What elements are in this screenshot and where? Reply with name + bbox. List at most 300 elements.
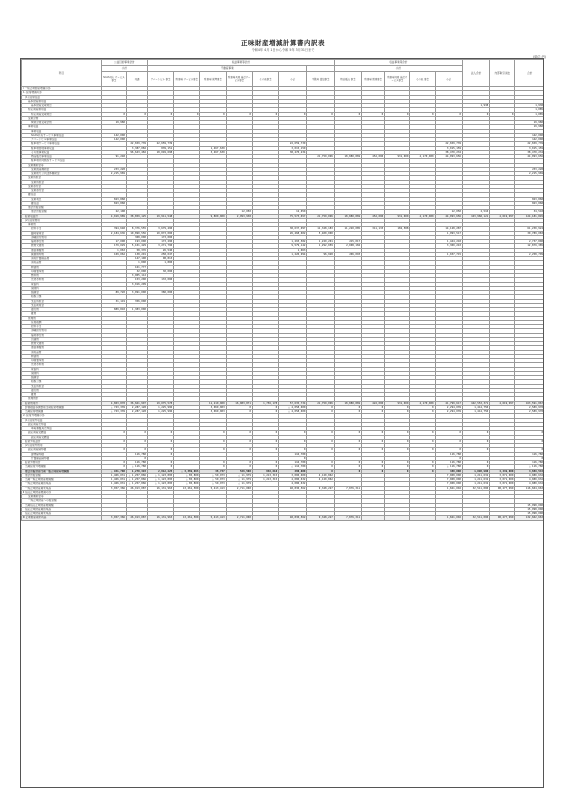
row-label: 受取国庫補助金: [22, 167, 102, 171]
row-value: 0: [515, 431, 544, 435]
row-value: 480,000: [435, 469, 462, 473]
row-value: 1,466,031: [101, 482, 126, 486]
row-label: 固定資産売却益: [22, 422, 102, 426]
row-value: 19,980: [515, 125, 544, 129]
row-value: 0: [279, 448, 307, 452]
row-value: 21,759,096: [307, 401, 334, 405]
row-value: 13,261,580: [174, 486, 200, 490]
row-label: 当期経常外増減額: [22, 465, 102, 469]
row-value: 1,467,630: [200, 146, 226, 150]
row-value: 308,000: [126, 235, 147, 239]
row-value: 0: [515, 448, 544, 452]
row-value: 4,170,000: [410, 214, 435, 218]
row-label: 保険料: [22, 286, 102, 290]
row-value: 116,780: [515, 461, 544, 465]
group-profit: 収益事業等会計: [147, 60, 334, 66]
row-value: 0: [462, 112, 489, 116]
col-header-12: 駐車場共同 施設サービス事業: [385, 72, 410, 87]
row-value: 4,120,862: [307, 478, 334, 482]
row-value: 0: [126, 448, 147, 452]
statement-sheet: [20, 58, 544, 788]
row-value: 142,000: [515, 138, 544, 142]
row-value: 1,225,996: [147, 410, 173, 414]
row-value: 0: [362, 465, 385, 469]
row-value: 258,047: [147, 252, 173, 256]
row-value: 38,470,234: [279, 150, 307, 154]
row-label: 駐車場管理事業収益: [22, 146, 102, 150]
row-value: 57,635,734: [279, 401, 307, 405]
row-value: 0: [385, 465, 410, 469]
row-label: 受取寄付金: [22, 184, 102, 188]
row-value: 1,211,632: [462, 473, 489, 477]
row-value: 15,998,000: [515, 507, 544, 511]
row-value: 380,000: [147, 291, 173, 295]
row-value: 3,069,003: [200, 410, 226, 414]
row-value: 5,400,000: [307, 231, 334, 235]
row-value: 116,780: [126, 452, 147, 456]
row-label: 受取負担金: [22, 180, 102, 184]
row-label: 受取負担金: [22, 176, 102, 180]
row-label: 経常外収益計: [22, 439, 102, 443]
row-label: 通信運搬費: [22, 346, 102, 350]
row-value: 1,444,218: [435, 240, 462, 244]
row-value: 116,780: [279, 461, 307, 465]
row-value: 1,292,059: [307, 244, 334, 248]
row-label: 一般正味財産への振替額: [22, 499, 102, 503]
row-value: 0: [279, 456, 307, 460]
row-value: 10,873,000: [147, 231, 173, 235]
row-value: 153,200: [126, 278, 147, 282]
row-value: 116,780: [126, 461, 147, 465]
row-value: 0: [410, 405, 435, 409]
row-value: 0: [362, 431, 385, 435]
row-value: 1,270,393: [126, 469, 147, 473]
row-value: 116,780: [435, 452, 462, 456]
row-label: 委託費: [22, 388, 102, 392]
row-value: 116,780: [515, 452, 544, 456]
group-public: 公益目的事業会計: [101, 60, 147, 66]
row-value: 0: [410, 469, 435, 473]
row-value: △ 11,979: [226, 478, 252, 482]
row-value: 0: [307, 410, 334, 414]
row-label: 租税公課: [22, 380, 102, 384]
row-value: 0: [410, 448, 435, 452]
row-label: 通信運搬費: [22, 248, 102, 252]
row-value: 0: [435, 448, 462, 452]
row-label: 他会計振替額: [22, 473, 102, 477]
row-value: 4,080,632: [279, 482, 307, 486]
row-value: 17,098: [101, 240, 126, 244]
row-label: 支払負担金: [22, 299, 102, 303]
row-value: 116,780: [279, 452, 307, 456]
row-value: 1,293,582: [279, 240, 307, 244]
col-total: 合計: [515, 60, 544, 87]
table-header: [22, 60, 545, 87]
row-value: 18,880,869: [334, 155, 361, 159]
row-value: 7,008,000: [435, 482, 462, 486]
row-label: 建物除却損: [22, 452, 102, 456]
page-subtitle: 令和4年 4月 1日から令和 5年 3月31日まで: [251, 48, 315, 52]
row-value: 0: [435, 431, 462, 435]
row-value: 1,211,632: [462, 478, 489, 482]
col-header-13: その他 事業: [410, 72, 435, 87]
row-value: 21,759,096: [307, 155, 334, 159]
row-value: [252, 516, 278, 520]
col-header-9: 不動産 賃貸事業: [307, 72, 334, 87]
row-label: 固定資産除却損: [22, 448, 102, 452]
row-value: △ 743,339: [101, 410, 126, 414]
row-value: 3,467,630: [200, 150, 226, 154]
row-value: △ 3,389,063: [174, 469, 200, 473]
row-value: 0: [462, 431, 489, 435]
row-value: 0: [462, 439, 489, 443]
row-value: △ 1,257,866: [126, 482, 147, 486]
row-value: 546,500: [226, 469, 252, 473]
row-value: 823,868: [101, 201, 126, 205]
row-value: 173,000: [147, 235, 173, 239]
row-value: 163,591,867: [515, 401, 544, 405]
row-value: 14,128,287: [435, 227, 462, 231]
row-value: 4,080,632: [515, 482, 544, 486]
row-label: 給料手当: [22, 227, 102, 231]
row-value: 0: [307, 465, 334, 469]
row-label: 経常費用計: [22, 401, 102, 405]
row-value: 0: [307, 439, 334, 443]
row-value: 1,220,994: [279, 252, 307, 256]
row-value: 0: [385, 431, 410, 435]
col-header-11: 駐車場 関連事業: [362, 72, 385, 87]
row-value: 0: [334, 410, 361, 414]
row-label: 支払負担金: [22, 384, 102, 388]
row-value: 1,229,201: [307, 240, 334, 244]
row-value: 26,913,087: [126, 486, 147, 490]
col-header-7: その他事業: [252, 72, 278, 87]
row-value: 2,258,709: [515, 252, 544, 256]
row-value: 18,880,869: [334, 214, 361, 218]
row-value: 21,759,096: [307, 214, 334, 218]
row-value: 1,098,900: [462, 469, 489, 473]
row-value: 1,414,750: [462, 405, 489, 409]
row-label: Ⅰ 一般正味財産増減の部: [22, 87, 102, 91]
col-header-14: 小計: [435, 72, 462, 87]
row-label: 受取地方公共団体補助金: [22, 172, 102, 176]
row-value: 44,093,656: [435, 155, 462, 159]
row-value: 142,000: [515, 133, 544, 137]
row-label: 賃借料: [22, 282, 102, 286]
row-label: 退職給付費用: [22, 329, 102, 333]
row-value: 931,000: [385, 155, 410, 159]
row-label: 雑収益: [22, 193, 102, 197]
row-value: 0: [226, 112, 252, 116]
row-value: 5,413,413: [200, 486, 226, 490]
row-value: 4,019,989: [101, 214, 126, 218]
row-value: 0: [410, 465, 435, 469]
row-value: 7,008,000: [435, 473, 462, 477]
row-value: 116,604,663: [515, 486, 544, 490]
row-label: 管理費計: [22, 397, 102, 401]
row-value: 4,619,997: [490, 401, 515, 405]
row-value: 2,008,184: [334, 244, 361, 248]
row-value: 0: [101, 448, 126, 452]
row-value: 0: [126, 112, 147, 116]
row-value: △ 50,973: [200, 473, 226, 477]
row-value: 1,063: [101, 248, 126, 252]
row-value: 2,589,978: [515, 405, 544, 409]
row-value: 182,588: [385, 227, 410, 231]
row-value: 132,602,663: [515, 516, 544, 520]
row-label: 退職給付費用: [22, 235, 102, 239]
row-label: 特定資産運用益: [22, 108, 102, 112]
row-value: 9,579,142: [279, 244, 307, 248]
row-value: △ 4,058,000: [279, 405, 307, 409]
row-value: 12,050: [226, 210, 252, 214]
row-value: 13,261,580: [174, 516, 200, 520]
row-label: 固定資産受贈益: [22, 431, 102, 435]
row-label: アパートビル事業収益: [22, 138, 102, 142]
col-account: 科目: [22, 60, 102, 87]
row-label: 車両運搬具売却益: [22, 427, 102, 431]
row-value: 4,803,878: [101, 401, 126, 405]
row-value: 311,133: [362, 227, 385, 231]
row-value: 7,876,311: [334, 486, 361, 490]
row-value: 0: [147, 452, 173, 456]
row-value: 31,119: [101, 299, 126, 303]
row-value: 5,101,429: [126, 244, 147, 248]
row-value: △ 1,123,895: [147, 473, 173, 477]
row-value: 38,737: [200, 469, 226, 473]
row-value: 0: [147, 465, 173, 469]
row-value: 0: [362, 112, 385, 116]
row-value: 1,063: [279, 248, 307, 252]
row-value: 147,190: [126, 257, 147, 261]
col-elimination: 内部取引消去: [490, 60, 515, 87]
row-value: 394,648: [101, 227, 126, 231]
row-value: 0: [362, 461, 385, 465]
row-value: 26,468,002: [279, 231, 307, 235]
row-value: 0: [362, 469, 385, 473]
row-value: 12,050: [435, 210, 462, 214]
row-label: 一般正味財産期首残高: [22, 482, 102, 486]
row-value: △ 1,123,895: [147, 478, 173, 482]
row-value: 0: [101, 431, 126, 435]
row-label: 事業費: [22, 223, 102, 227]
row-label: 受取利息: [22, 197, 102, 201]
row-value: 34,518: [515, 210, 544, 214]
row-value: 116,780: [435, 461, 462, 465]
row-value: 0: [410, 431, 435, 435]
row-value: 0: [362, 410, 385, 414]
row-value: 0: [252, 448, 278, 452]
row-value: 19,980: [515, 121, 544, 125]
row-label: 消耗什器備品費: [22, 257, 102, 261]
row-value: 0: [385, 112, 410, 116]
row-value: 3,905,112: [126, 274, 147, 278]
row-value: 4,080,632: [515, 478, 544, 482]
row-label: 租税公課: [22, 295, 102, 299]
row-value: 75,573,657: [279, 214, 307, 218]
row-value: 12,879,385: [515, 244, 544, 248]
row-label: 臨時雇賃金: [22, 231, 102, 235]
row-value: 0: [252, 410, 278, 414]
row-value: △ 116,780: [515, 465, 544, 469]
row-label: 支払助成金: [22, 303, 102, 307]
row-value: 0: [200, 439, 226, 443]
row-label: 当期経常増減額: [22, 410, 102, 414]
row-value: 0: [362, 448, 385, 452]
row-label: 経常外費用計: [22, 461, 102, 465]
row-value: 3,387,082: [126, 146, 147, 150]
row-value: 1,037,715: [435, 252, 462, 256]
row-value: 452,000: [362, 155, 385, 159]
row-label: 管理費: [22, 316, 102, 320]
row-value: △ 743,339: [101, 405, 126, 409]
row-value: 0: [147, 431, 173, 435]
group-profit-2: 収益事業等会計: [334, 60, 462, 66]
row-label: 福利厚生費: [22, 240, 102, 244]
row-value: 356,000: [126, 299, 147, 303]
row-value: 2,215,969: [515, 172, 544, 176]
row-value: 98,277,999: [490, 516, 515, 520]
row-value: 7,008,000: [435, 478, 462, 482]
table-row: [22, 516, 545, 520]
row-value: 11,220,085: [334, 227, 361, 231]
row-value: 3,057,366: [101, 516, 126, 520]
row-value: △ 11,979: [226, 473, 252, 477]
row-value: 823,868: [515, 201, 544, 205]
row-value: 823,868: [515, 197, 544, 201]
row-value: 2,184,636: [101, 231, 126, 235]
row-value: 0: [226, 431, 252, 435]
row-label: 諸謝金: [22, 291, 102, 295]
row-value: 931,000: [385, 214, 410, 218]
col-header-4: 駐車場 サービス事業: [174, 72, 200, 87]
row-label: 減価償却費: [22, 252, 102, 256]
row-value: 1,938: [462, 104, 489, 108]
row-value: 96,928: [307, 252, 334, 256]
row-value: 1,800: [147, 261, 173, 265]
row-value: 0: [226, 410, 252, 414]
row-value: [385, 516, 410, 520]
row-value: 4,449,000: [490, 469, 515, 473]
row-label: Ⅲ 正味財産期末残高: [22, 516, 102, 520]
row-value: 36,661,997: [126, 401, 147, 405]
row-value: 0: [307, 112, 334, 116]
row-value: 1,800: [126, 261, 147, 265]
row-label: 印刷製本費: [22, 269, 102, 273]
row-value: 452,000: [362, 214, 385, 218]
row-value: 3,300,243: [435, 244, 462, 248]
row-value: 0: [279, 439, 307, 443]
row-value: 16,083,871: [226, 401, 252, 405]
row-label: SCAS共有サービス事業収益: [22, 133, 102, 137]
col-header-1: SCAS共有 サービス事業: [101, 72, 126, 87]
row-value: 2,287,128: [126, 405, 147, 409]
row-value: △ 4,058,000: [279, 410, 307, 414]
row-value: 161,777: [126, 265, 147, 269]
row-value: 422,000: [362, 401, 385, 405]
row-label: 固定資産受贈益: [22, 435, 102, 439]
row-label: 経常収益計: [22, 214, 102, 218]
row-value: 3,057,366: [101, 486, 126, 490]
row-value: 138,291: [126, 252, 147, 256]
row-label: 委託費: [22, 308, 102, 312]
row-label: 受取会費: [22, 116, 102, 120]
page-title: 正味財産増減計算書内訳表: [241, 39, 325, 47]
row-label: 修繕費: [22, 265, 102, 269]
row-label: 基本財産受取利息: [22, 104, 102, 108]
row-value: 0: [307, 448, 334, 452]
row-value: 2,294,039: [435, 405, 462, 409]
row-label: 什器備品除却損: [22, 456, 102, 460]
row-value: 0: [410, 461, 435, 465]
row-label: 修繕費: [22, 354, 102, 358]
row-value: 98,813: [147, 257, 173, 261]
row-value: 1,213,315: [252, 473, 278, 477]
row-value: 0: [410, 410, 435, 414]
row-value: 0: [385, 439, 410, 443]
row-value: 0: [200, 112, 226, 116]
row-value: 18,880,869: [334, 401, 361, 405]
row-value: 0: [515, 456, 544, 460]
row-value: 38,859,125: [126, 214, 147, 218]
row-value: △ 941,700: [101, 469, 126, 473]
row-value: 4,080,632: [279, 478, 307, 482]
row-value: 10,890,556: [126, 231, 147, 235]
row-value: 124,181,845: [515, 214, 544, 218]
row-value: 233,228: [101, 167, 126, 171]
row-value: 0: [410, 439, 435, 443]
row-value: 1,085: [515, 112, 544, 116]
row-value: △ 50,973: [200, 478, 226, 482]
row-value: 5,413,413: [200, 516, 226, 520]
row-label: 役員報酬: [22, 320, 102, 324]
row-value: 0: [147, 439, 173, 443]
row-label: (2) 経常外費用: [22, 444, 102, 448]
row-value: 0: [435, 439, 462, 443]
col-header-6: 駐車場共同 施設サービス事業: [226, 72, 252, 87]
row-value: 1,466,031: [101, 478, 126, 482]
row-value: 9,348,227: [307, 516, 334, 520]
table-body: [22, 87, 545, 521]
row-label: 光熱水料費: [22, 363, 102, 367]
row-value: 0: [147, 112, 173, 116]
row-value: 0: [435, 456, 462, 460]
row-value: 41,799,617: [435, 401, 462, 405]
row-value: 0: [385, 410, 410, 414]
row-label: 賛助会員受取会費: [22, 121, 102, 125]
row-value: 206,093: [334, 252, 361, 256]
row-value: 0: [462, 465, 489, 469]
row-value: 3,016,299: [126, 282, 147, 286]
row-value: 0: [200, 461, 226, 465]
row-value: 2,993,938: [226, 214, 252, 218]
row-value: 0: [147, 448, 173, 452]
row-value: 0: [307, 431, 334, 435]
row-label: 会議費: [22, 337, 102, 341]
col-header-2: 共通: [126, 72, 147, 87]
row-value: 44,093,656: [515, 155, 544, 159]
row-value: 0: [362, 439, 385, 443]
row-value: 2,215,969: [101, 172, 126, 176]
row-value: 0: [226, 461, 252, 465]
row-label: 光熱水料費: [22, 278, 102, 282]
row-value: 0: [279, 112, 307, 116]
row-value: 163,968,121: [462, 214, 489, 218]
row-label: 受取補助金等: [22, 163, 102, 167]
row-value: 4,619,997: [490, 214, 515, 218]
row-label: 消耗品費: [22, 261, 102, 265]
row-value: 11,210,000: [200, 401, 226, 405]
